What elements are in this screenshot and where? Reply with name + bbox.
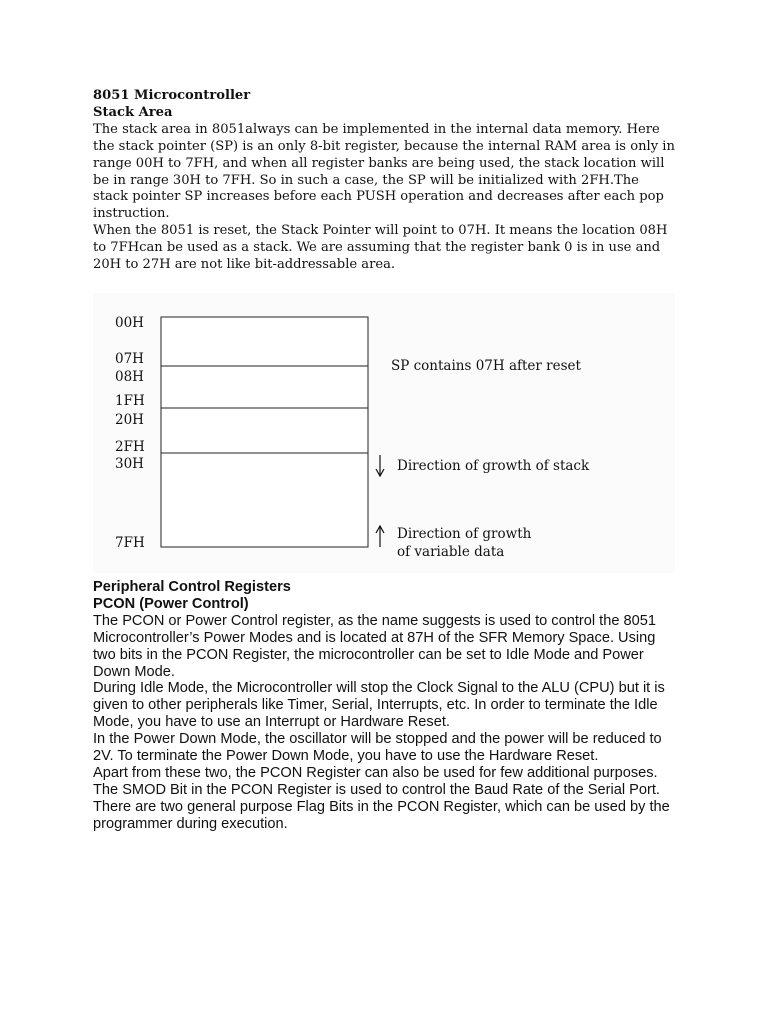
arrow-up-icon <box>376 526 384 547</box>
pcon-paragraph: In the Power Down Mode, the oscillator will be stopped and the power will be reduced to 2V. To terminate the Power Down Mode, you have to use the Hardware Reset. <box>93 731 662 765</box>
pcon-paragraph: Apart from these two, the PCON Register can also be used for few additional purposes. The SMOD Bit in the PCON Register is used to control the Baud Rate of the Serial Port. <box>93 764 660 798</box>
address-label-2fh: 2FH <box>115 439 145 455</box>
pcon-paragraph: During Idle Mode, the Microcontroller will stop the Clock Signal to the ALU (CPU) but it is given to other peripherals like Timer, Serial, Interrupts, etc. In order to terminate the Idle Mode, you have to use an Interrupt or Hardware Reset. <box>93 680 665 731</box>
address-label-30h: 30H <box>115 456 144 472</box>
stack-area-paragraph: The stack area in 8051always can be implemented in the internal data memory. Here the stack pointer (SP) is an only 8-bit register, because the internal RAM area is only in range 00H to 7FH, and when all register banks are being used, the stack location will be in range 30H to 7FH. So in such a case, the SP will be initialized with 2FH.The stack pointer SP increases before each PUSH operation and decreases after each pop instruction. <box>93 121 675 222</box>
stack-area-section <box>93 88 678 274</box>
address-label-7fh: 7FH <box>115 535 145 551</box>
pcon-paragraph: There are two general purpose Flag Bits in the PCON Register, which can be used by the programmer during execution. <box>93 798 670 832</box>
memory-block <box>161 317 368 547</box>
address-label-07h: 07H <box>115 351 144 367</box>
stack-area-heading: Stack Area <box>93 104 173 120</box>
variable-growth-label-line1: Direction of growth <box>397 526 532 542</box>
stack-growth-label: Direction of growth of stack <box>397 458 590 474</box>
variable-growth-label-line2: of variable data <box>397 544 505 560</box>
pcon-section <box>93 579 678 833</box>
address-label-08h: 08H <box>115 369 144 385</box>
pcon-paragraph: The PCON or Power Control register, as the name suggests is used to control the 8051 Microcontroller’s Power Modes and is located at 87H of the SFR Memory Space. Using two bits in the PCON Register, the microcontroller can be set to Idle Mode and Power Down Mode. <box>93 612 656 680</box>
address-label-1fh: 1FH <box>115 393 145 409</box>
address-label-00h: 00H <box>115 315 144 331</box>
arrow-down-icon <box>376 455 384 476</box>
stack-memory-diagram-svg <box>93 293 675 573</box>
sp-reset-label: SP contains 07H after reset <box>391 358 581 374</box>
peripheral-registers-heading: Peripheral Control Registers <box>93 579 291 595</box>
pcon-heading: PCON (Power Control) <box>93 595 249 612</box>
stack-memory-diagram <box>93 293 675 573</box>
stack-area-paragraph: When the 8051 is reset, the Stack Pointer will point to 07H. It means the location 08H to 7FHcan be used as a stack. We are assuming that the register bank 0 is in use and 20H to 27H are not like bit-addressable area. <box>93 223 668 273</box>
address-label-20h: 20H <box>115 412 144 428</box>
document-title: 8051 Microcontroller <box>93 88 251 103</box>
